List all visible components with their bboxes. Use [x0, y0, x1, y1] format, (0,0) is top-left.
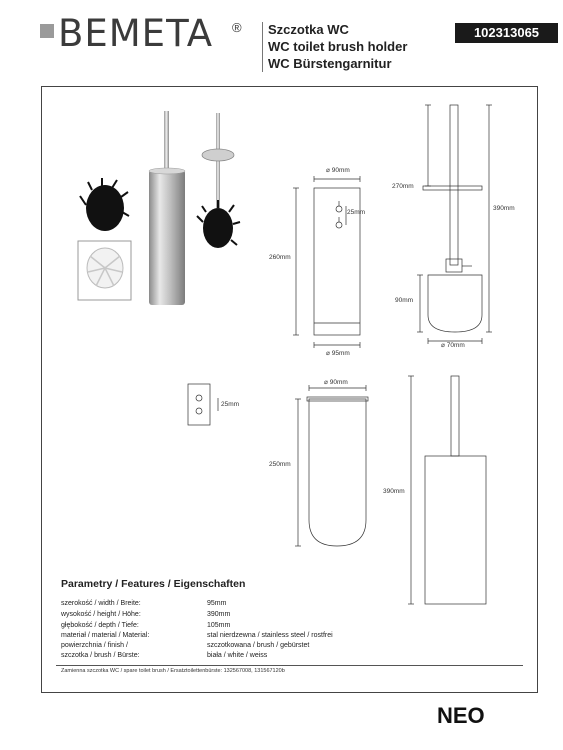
spec-label-width: szerokość / width / Breite: — [61, 600, 141, 607]
spec-value-height: 390mm — [207, 611, 231, 618]
dim-mount-25-plate: 25mm — [221, 401, 240, 408]
spec-label-brush: szczotka / brush / Bürste: — [61, 652, 140, 659]
dim-diameter-70: ⌀ 70mm — [441, 342, 465, 349]
assembly-front-view — [408, 376, 486, 604]
dim-mount-25-top: 25mm — [347, 209, 366, 216]
spec-value-depth: 105mm — [207, 622, 231, 629]
spec-value-width: 95mm — [207, 600, 227, 607]
spec-value-finish: szczotkowana / brush / gebürstet — [207, 642, 310, 649]
dim-height-250: 250mm — [269, 461, 291, 468]
dim-diameter-95: ⌀ 95mm — [326, 350, 350, 357]
dim-height-90: 90mm — [395, 297, 414, 304]
brush-photo — [197, 113, 240, 248]
spec-label-height: wysokość / height / Höhe: — [61, 611, 141, 618]
title-english: WC toilet brush holder — [268, 39, 408, 54]
black-brush-head-photo — [80, 178, 129, 231]
registered-mark: ® — [232, 20, 242, 35]
spec-value-brush: biała / white / weiss — [207, 652, 268, 659]
dim-height-390-bottom: 390mm — [383, 488, 405, 495]
wall-plate-view — [188, 384, 218, 425]
product-code-badge: 102313065 — [455, 23, 558, 43]
spare-brush-note: Zamienna szczotka WC / spare toilet brush / Ersatztoilettenbürste: 132567008, 131567120b — [61, 668, 285, 674]
holder-side-view — [293, 176, 360, 348]
spec-value-material: stal nierdzewna / stainless steel / rostfrei — [207, 632, 333, 639]
dim-height-270: 270mm — [392, 183, 414, 190]
brush-side-view — [417, 105, 492, 344]
specs-heading: Parametry / Features / Eigenschaften — [61, 578, 246, 590]
spec-label-material: materiał / material / Material: — [61, 632, 150, 639]
spec-label-depth: głębokość / depth / Tiefe: — [61, 622, 139, 629]
series-name: NEO — [437, 703, 485, 728]
dim-height-260: 260mm — [269, 254, 291, 261]
specs-divider — [56, 665, 523, 666]
dim-diameter-90-bottom: ⌀ 90mm — [324, 379, 348, 386]
dim-height-390-right: 390mm — [493, 205, 515, 212]
holder-front-view — [295, 385, 368, 546]
brand-logo: BEMETA — [58, 12, 214, 55]
dim-diameter-90-top: ⌀ 90mm — [326, 167, 350, 174]
title-german: WC Bürstengarnitur — [268, 56, 392, 71]
holder-photo — [149, 111, 185, 305]
white-brush-photo — [78, 241, 131, 300]
title-polish: Szczotka WC — [268, 22, 349, 37]
spec-label-finish: powierzchnia / finish / — [61, 642, 128, 649]
